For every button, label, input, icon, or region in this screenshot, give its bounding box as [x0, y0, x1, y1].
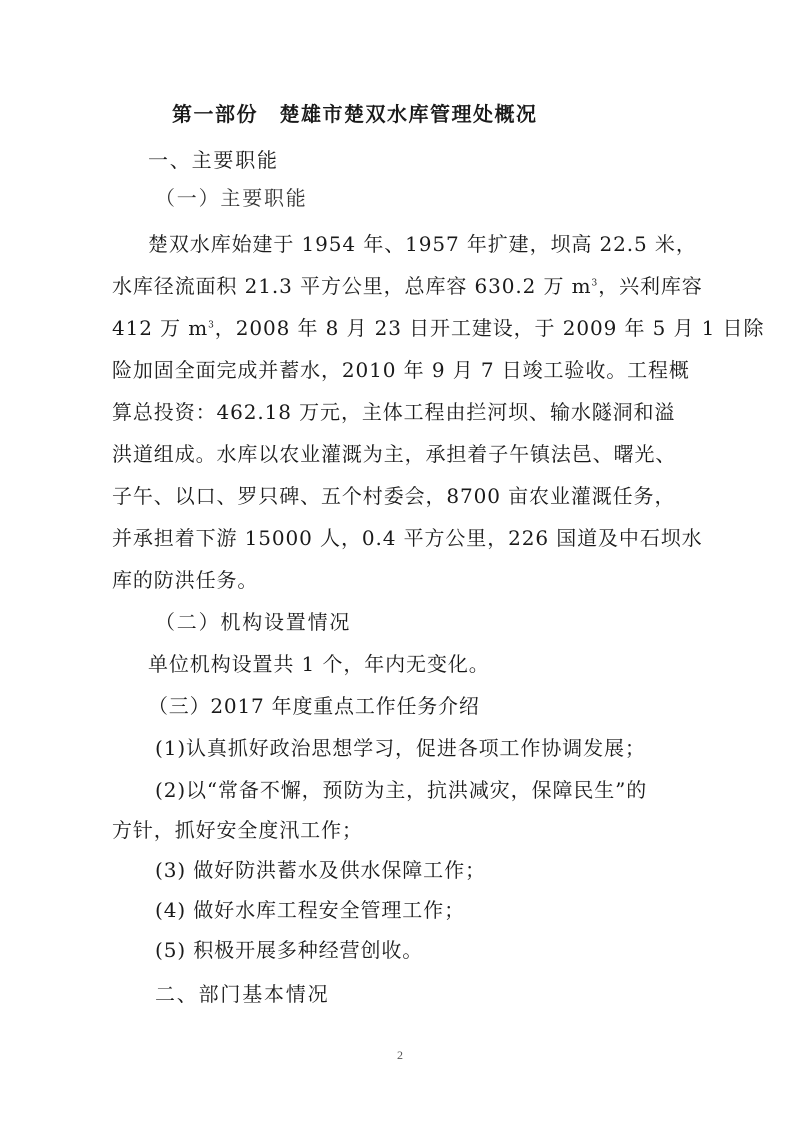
paragraph-text: 水库径流面积 21.3 平方公里，总库容 630.2 万 m	[112, 274, 592, 298]
task-item: (1)认真抓好政治思想学习，促进各项工作协调发展；	[155, 736, 646, 760]
task-item: (4) 做好水库工程安全管理工作；	[155, 898, 465, 922]
paragraph-text: ，2008 年 8 月 23 日开工建设，于 2009 年 5 月 1 日除	[214, 316, 765, 340]
superscript: 3	[591, 278, 599, 289]
paragraph-line: 楚双水库始建于 1954 年、1957 年扩建，坝高 22.5 米，	[148, 232, 697, 256]
paragraph-line: 单位机构设置共 1 个，年内无变化。	[148, 652, 490, 676]
paragraph-line	[112, 316, 800, 340]
paragraph-line: 险加固全面完成并蓄水，2010 年 9 月 7 日竣工验收。工程概	[112, 358, 690, 382]
paragraph-text: 412 万 m	[112, 316, 209, 340]
subheading-main-functions: （一）主要职能	[155, 186, 308, 210]
paragraph-line: 并承担着下游 15000 人，0.4 平方公里，226 国道及中石坝水	[112, 526, 703, 550]
section-heading-basic-info: 二、部门基本情况	[155, 982, 330, 1006]
task-item-continuation: 方针，抓好安全度汛工作；	[112, 818, 363, 842]
task-item: (3) 做好防洪蓄水及供水保障工作；	[155, 858, 486, 882]
paragraph-line	[112, 274, 800, 298]
page-title: 第一部份 楚雄市楚双水库管理处概况	[172, 102, 538, 126]
paragraph-line: 洪道组成。水库以农业灌溉为主，承担着子午镇法邑、曙光、	[112, 442, 677, 466]
task-item: (5) 积极开展多种经营创收。	[155, 938, 424, 962]
subheading-key-tasks: （三）2017 年度重点工作任务介绍	[148, 694, 480, 718]
paragraph-line: 子午、以口、罗只碑、五个村委会，8700 亩农业灌溉任务，	[112, 484, 676, 508]
paragraph-line: 算总投资：462.18 万元，主体工程由拦河坝、输水隧洞和溢	[112, 400, 676, 424]
subheading-organization: （二）机构设置情况	[155, 610, 352, 634]
section-heading-main-functions: 一、主要职能	[148, 148, 279, 172]
paragraph-text: ，兴利库容	[598, 274, 703, 298]
task-item: (2)以“常备不懈，预防为主，抗洪减灾，保障民生”的	[155, 778, 648, 802]
paragraph-line: 库的防洪任务。	[112, 568, 259, 592]
superscript: 3	[208, 320, 215, 331]
page-number: 2	[397, 1048, 403, 1062]
